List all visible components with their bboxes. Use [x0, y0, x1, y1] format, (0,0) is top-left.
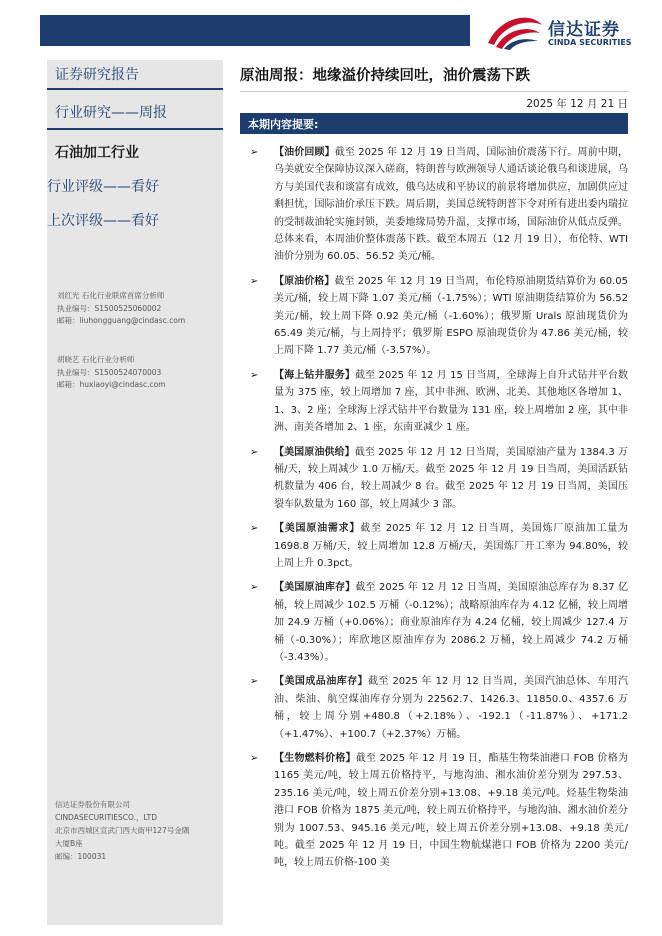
analyst-email[interactable]: 邮箱：huxiaoyi@cindasc.com [57, 380, 166, 389]
bullet-arrow-icon: ➢ [250, 523, 259, 535]
bullet-arrow-icon: ➢ [250, 275, 259, 287]
bullet-arrow-icon: ➢ [250, 753, 259, 764]
industry-rating: 行业评级——看好 [47, 179, 159, 195]
item-text: 截至 2025 年 12 月 12 日当周，美国炼厂原油加工量为 1698.8 万桶/天，较上周增加 12.8 万桶/天，美国炼厂开工率为 94.80%，较上周上升 0.3pct。 [274, 523, 628, 569]
list-item [240, 144, 628, 266]
bullet-arrow-icon: ➢ [250, 446, 259, 458]
previous-rating: 上次评级——看好 [47, 213, 159, 229]
report-title: 原油周报：地缘溢价持续回吐，油价震荡下跌 [240, 68, 530, 84]
item-text: 截至 2025 年 12 月 19 日当周，布伦特原油期货结算价为 60.05 美元/桶，较上周下降 1.07 美元/桶（-1.75%）；WTI 原油期货结算价为 56.52 美元/桶，较上周下降 0.92 美元/桶（-1.60%）；俄罗斯 Urals 原油现货价为 65.49 美元/桶，与上周持平；俄罗斯 ESPO 原油现货价为 47.86 美元/桶，较上周下降 1.77 美元/桶（-3.57%）。 [274, 275, 629, 357]
summary-heading: 本期内容提要: [248, 118, 319, 131]
industry-name: 石油加工行业 [55, 145, 139, 161]
item-heading: 【美国原油需求】 [274, 523, 361, 535]
bullet-arrow-icon: ➢ [250, 147, 259, 158]
item-text: 截至 2025 年 12 月 19 日，酯基生物柴油港口 FOB 价格为 1165 美元/吨，较上周五价格持平，与地沟油、湘水油价差分别为 297.53、235.16 美元/吨，较上周五价差分别+13.08、+9.18 美元/吨。烃基生物柴油港口 FOB 价格为 1875 美元/吨，较上周五价格持平，与地沟油、湘水油价差分别为 1007.53、945.16 美元/吨，较上周五价差分别+13.08、+9.18 美元/吨。截至 2025 年 12 月 19 日，中国生物航煤港口 FOB 价格为 2200 美元/吨，较上周五价格-100 美 [274, 753, 628, 869]
company-name-cn: 信达证券股份有限公司 [55, 800, 130, 809]
item-heading: 【原油价格】 [274, 275, 335, 287]
bullet-arrow-icon: ➢ [250, 676, 259, 688]
item-heading: 【美国原油库存】 [274, 582, 356, 594]
list-item [240, 520, 628, 572]
list-item [240, 673, 628, 743]
company-postcode: 邮编：100031 [55, 852, 107, 861]
list-item [240, 367, 628, 437]
analyst-name: 胡晓艺 石化行业分析师 [57, 355, 135, 364]
company-address: 大厦B座 [55, 839, 83, 848]
cinda-logo-icon [486, 13, 544, 51]
company-info [55, 798, 221, 863]
report-date: 2025 年 12 月 21 日 [526, 98, 628, 110]
sidebar-divider [47, 128, 223, 130]
item-text: 截至 2025 年 12 月 12 日当周，美国汽油总体、车用汽油、柴油、航空煤油库存分别为 22562.7、1426.3、11850.0、4357.6 万桶，较上周分别+480.8（+2.18%）、-192.1（-11.87%）、+171.2（+1.47%）、+100.7（+2.37%）万桶。 [274, 676, 628, 740]
analyst-email[interactable]: 邮箱：liuhongguang@cindasc.com [57, 316, 186, 325]
item-text: 截至 2025 年 12 月 12 日当周，美国原油产量为 1384.3 万桶/天，较上周减少 1.0 万桶/天。截至 2025 年 12 月 19 日当周，美国活跃钻机数量为 406 台，较上周减少 8 台。截至 2025 年 12 月 19 日当周，美国压裂车队数量为 160 部，较上周减少 3 部。 [274, 446, 629, 510]
report-category: 行业研究——周报 [55, 105, 167, 121]
item-text: 截至 2025 年 12 月 12 日当周，美国原油总库存为 8.37 亿桶，较上周减少 102.5 万桶（-0.12%）；战略原油库存为 4.12 亿桶，较上周增加 24.9 万桶（+0.06%）；商业原油库存为 4.24 亿桶，较上周减少 127.4 万桶（-0.30%）；库欣地区原油库存为 2086.2 万桶，较上周减少 74.2 万桶（-3.43%）。 [274, 582, 629, 663]
sidebar [47, 60, 223, 925]
header-banner [40, 15, 470, 46]
sidebar-divider [47, 88, 223, 90]
title-divider [240, 91, 629, 92]
bullet-arrow-icon: ➢ [250, 369, 259, 381]
item-heading: 【油价回顾】 [274, 147, 335, 158]
item-heading: 【生物燃料价格】 [274, 753, 356, 764]
brand-logo [486, 13, 656, 51]
report-type: 证券研究报告 [55, 67, 139, 83]
list-item [240, 444, 628, 514]
item-heading: 【美国原油供给】 [274, 446, 355, 458]
summary-header [240, 113, 628, 134]
summary-list [240, 144, 628, 879]
company-name-en: CINDASECURITIESCO.，LTD [55, 813, 157, 822]
analyst-card [57, 290, 185, 328]
item-text: 截至 2025 年 12 月 15 日当周，全球海上自升式钻井平台数量为 375 座，较上周增加 7 座，其中非洲、欧洲、北美、其他地区各增加 1、1、3、2 座；全球海上浮式钻井平台数量为 131 座，较上周增加 2 座，其中非洲、南美各增加 2、1 座，东南亚减少 1 座。 [274, 369, 628, 434]
item-text: 截至 2025 年 12 月 19 日当周，国际油价震荡下行。周前中期，乌美就安全保障协议深入磋商，特朗普与欧洲领导人通话谈论俄乌和谈进展，乌方与美国代表和谈富有成效，俄乌达成和平协议的前景将增加供应，加剧供应过剩担忧，国际油价承压下跌。周后期，美国总统特朗普下令对所有进出委内瑞拉的受制裁油轮实施封锁，美委地缘局势升温，支撑市场，国际油价从低点反弹。总体来看，本周油价整体震荡下跌。截至本周五（12 月 19 日），布伦特、WTI 油价分别为 60.05、56.52 美元/桶。 [274, 147, 628, 263]
brand-name-en: CINDA SECURITIES [548, 38, 632, 47]
analyst-license: 执业编号：S1500524070003 [57, 367, 162, 377]
analyst-license: 执业编号：S1500525060002 [57, 303, 162, 313]
brand-name-cn: 信达证券 [548, 20, 620, 40]
bullet-arrow-icon: ➢ [250, 582, 259, 594]
list-item [240, 750, 628, 872]
list-item [240, 579, 628, 666]
analyst-card [57, 354, 166, 392]
item-heading: 【海上钻井服务】 [274, 369, 355, 381]
item-heading: 【美国成品油库存】 [274, 676, 368, 688]
analyst-name: 刘红光 石化行业联席首席分析师 [57, 291, 165, 300]
company-address: 北京市西城区宣武门西大街甲127号金隅 [55, 826, 190, 835]
list-item [240, 273, 628, 360]
